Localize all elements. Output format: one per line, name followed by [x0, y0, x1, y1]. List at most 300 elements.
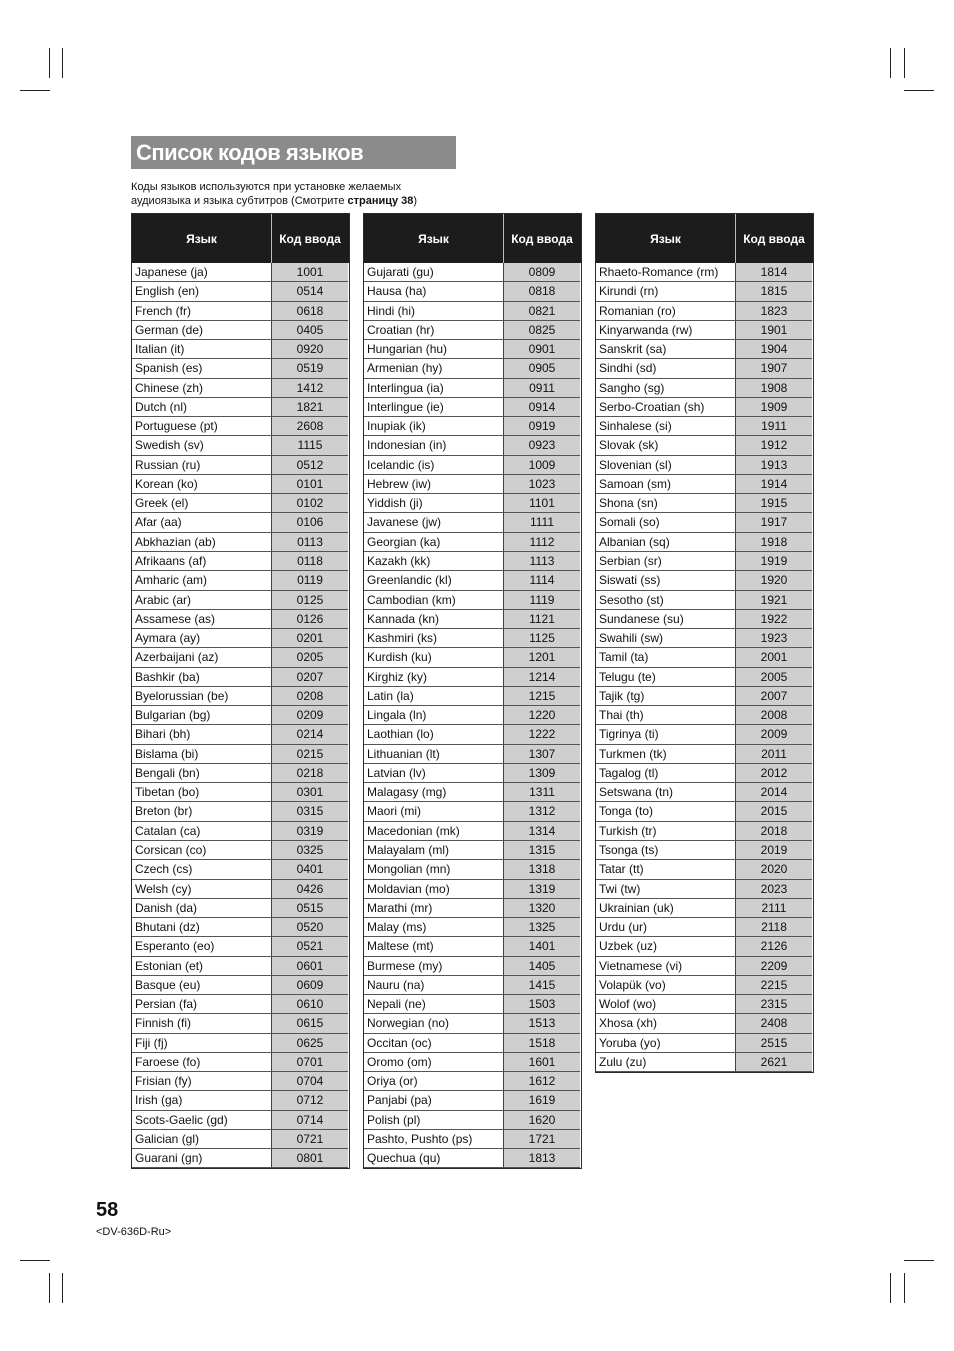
language-code: 0201 — [272, 629, 348, 648]
language-name: Russian (ru) — [132, 456, 272, 475]
language-name: Sangho (sg) — [596, 379, 736, 398]
table-row — [132, 1091, 349, 1110]
language-name: Nauru (na) — [364, 976, 504, 995]
language-name: Danish (da) — [132, 899, 272, 918]
table-row — [132, 456, 349, 475]
language-name: Kirundi (rn) — [596, 282, 736, 301]
language-code: 1919 — [736, 552, 812, 571]
language-code: 1912 — [736, 436, 812, 455]
language-code: 1320 — [504, 899, 580, 918]
language-code: 1913 — [736, 456, 812, 475]
table-row — [364, 1130, 581, 1149]
table-row — [364, 648, 581, 667]
header-language: Язык — [596, 214, 736, 263]
language-code: 1815 — [736, 282, 812, 301]
language-code: 1914 — [736, 475, 812, 494]
language-code: 0901 — [504, 340, 580, 359]
language-code: 0712 — [272, 1091, 348, 1110]
language-name: Uzbek (uz) — [596, 937, 736, 956]
crop-mark — [890, 48, 891, 78]
language-code: 0512 — [272, 456, 348, 475]
table-row — [596, 957, 813, 976]
language-name: Finnish (fi) — [132, 1014, 272, 1033]
language-code: 1920 — [736, 571, 812, 590]
crop-mark — [49, 1273, 50, 1303]
language-name: Swedish (sv) — [132, 436, 272, 455]
table-row — [596, 263, 813, 282]
table-row — [132, 1149, 349, 1168]
language-name: Macedonian (mk) — [364, 822, 504, 841]
language-name: German (de) — [132, 321, 272, 340]
language-name: Guarani (gn) — [132, 1149, 272, 1168]
crop-mark — [62, 1273, 63, 1303]
table-header — [364, 214, 581, 263]
table-rows — [132, 263, 349, 1168]
language-name: Indonesian (in) — [364, 436, 504, 455]
table-row — [132, 379, 349, 398]
intro-line-2 — [131, 194, 417, 208]
table-row — [364, 494, 581, 513]
language-code: 1814 — [736, 263, 812, 282]
language-name: Kannada (kn) — [364, 610, 504, 629]
language-code: 1111 — [504, 513, 580, 532]
language-name: Tagalog (tl) — [596, 764, 736, 783]
language-name: Sinhalese (si) — [596, 417, 736, 436]
table-row — [596, 1014, 813, 1033]
language-name: Siswati (ss) — [596, 571, 736, 590]
language-name: Icelandic (is) — [364, 456, 504, 475]
language-code: 1921 — [736, 591, 812, 610]
language-name: Catalan (ca) — [132, 822, 272, 841]
language-code: 1119 — [504, 591, 580, 610]
table-row — [364, 937, 581, 956]
language-name: Aymara (ay) — [132, 629, 272, 648]
language-name: Slovak (sk) — [596, 436, 736, 455]
language-name: English (en) — [132, 282, 272, 301]
table-row — [132, 706, 349, 725]
language-name: Chinese (zh) — [132, 379, 272, 398]
language-code: 2621 — [736, 1053, 812, 1072]
language-name: Greek (el) — [132, 494, 272, 513]
language-code: 0405 — [272, 321, 348, 340]
language-name: Portuguese (pt) — [132, 417, 272, 436]
language-name: Bengali (bn) — [132, 764, 272, 783]
language-name: Vietnamese (vi) — [596, 957, 736, 976]
language-name: Afar (aa) — [132, 513, 272, 532]
language-name: Oromo (om) — [364, 1053, 504, 1072]
language-name: Tajik (tg) — [596, 687, 736, 706]
language-name: Korean (ko) — [132, 475, 272, 494]
table-row — [132, 513, 349, 532]
language-name: Gujarati (gu) — [364, 263, 504, 282]
table-row — [596, 475, 813, 494]
language-name: Bhutani (dz) — [132, 918, 272, 937]
language-code: 0914 — [504, 398, 580, 417]
table-row — [132, 321, 349, 340]
language-name: Maori (mi) — [364, 802, 504, 821]
table-row — [364, 822, 581, 841]
crop-mark — [890, 1273, 891, 1303]
language-name: Norwegian (no) — [364, 1014, 504, 1033]
language-code: 2001 — [736, 648, 812, 667]
language-code: 1101 — [504, 494, 580, 513]
table-row — [596, 899, 813, 918]
language-name: Fiji (fj) — [132, 1034, 272, 1053]
language-name: Swahili (sw) — [596, 629, 736, 648]
table-row — [364, 591, 581, 610]
table-row — [596, 513, 813, 532]
language-code: 2020 — [736, 860, 812, 879]
language-code: 1319 — [504, 880, 580, 899]
language-name: Frisian (fy) — [132, 1072, 272, 1091]
table-row — [596, 398, 813, 417]
crop-mark — [62, 48, 63, 78]
table-row — [132, 1014, 349, 1033]
language-name: Japanese (ja) — [132, 263, 272, 282]
language-name: Italian (it) — [132, 340, 272, 359]
language-code: 2023 — [736, 880, 812, 899]
language-code: 2111 — [736, 899, 812, 918]
table-row — [364, 1149, 581, 1168]
language-code: 2007 — [736, 687, 812, 706]
table-row — [596, 822, 813, 841]
table-row — [596, 417, 813, 436]
table-row — [596, 648, 813, 667]
table-row — [132, 725, 349, 744]
language-code: 0315 — [272, 802, 348, 821]
table-row — [364, 957, 581, 976]
header-code: Код ввода — [279, 231, 341, 246]
language-code: 1220 — [504, 706, 580, 725]
table-row — [364, 918, 581, 937]
crop-mark — [904, 1273, 905, 1303]
language-code: 0704 — [272, 1072, 348, 1091]
table-row — [596, 456, 813, 475]
language-name: Xhosa (xh) — [596, 1014, 736, 1033]
table-row — [364, 802, 581, 821]
language-name: Occitan (oc) — [364, 1034, 504, 1053]
language-name: Oriya (or) — [364, 1072, 504, 1091]
language-code: 2012 — [736, 764, 812, 783]
table-header — [596, 214, 813, 263]
language-code: 2209 — [736, 957, 812, 976]
table-row — [364, 745, 581, 764]
language-code: 0118 — [272, 552, 348, 571]
table-row — [596, 436, 813, 455]
table-row — [596, 533, 813, 552]
language-code: 0209 — [272, 706, 348, 725]
language-name: Kurdish (ku) — [364, 648, 504, 667]
table-rows — [364, 263, 581, 1168]
table-row — [364, 417, 581, 436]
language-code: 0325 — [272, 841, 348, 860]
language-name: Hausa (ha) — [364, 282, 504, 301]
intro-line-2-end: ) — [413, 195, 418, 207]
table-row — [132, 764, 349, 783]
language-code: 1620 — [504, 1111, 580, 1130]
table-row — [132, 302, 349, 321]
crop-mark — [20, 1260, 50, 1261]
language-name: Georgian (ka) — [364, 533, 504, 552]
table-row — [596, 668, 813, 687]
table-row — [132, 1130, 349, 1149]
table-row — [364, 668, 581, 687]
table-row — [132, 610, 349, 629]
table-row — [596, 571, 813, 590]
language-code: 1214 — [504, 668, 580, 687]
table-row — [132, 571, 349, 590]
table-rows — [596, 263, 813, 1072]
table-row — [132, 995, 349, 1014]
language-code: 0825 — [504, 321, 580, 340]
intro-line-2-text: аудиоязыка и языка субтитров (Смотрите — [131, 195, 348, 207]
table-row — [364, 302, 581, 321]
language-name: Tsonga (ts) — [596, 841, 736, 860]
language-code: 2019 — [736, 841, 812, 860]
language-code: 0809 — [504, 263, 580, 282]
language-code: 0113 — [272, 533, 348, 552]
language-name: Telugu (te) — [596, 668, 736, 687]
language-name: Greenlandic (kl) — [364, 571, 504, 590]
language-code: 1415 — [504, 976, 580, 995]
language-name: Kashmiri (ks) — [364, 629, 504, 648]
language-name: Sanskrit (sa) — [596, 340, 736, 359]
table-row — [596, 860, 813, 879]
language-code: 0119 — [272, 571, 348, 590]
language-code: 1315 — [504, 841, 580, 860]
language-name: Lingala (ln) — [364, 706, 504, 725]
language-name: Hindi (hi) — [364, 302, 504, 321]
language-code: 0426 — [272, 880, 348, 899]
language-name: Quechua (qu) — [364, 1149, 504, 1168]
table-row — [364, 282, 581, 301]
language-name: Turkish (tr) — [596, 822, 736, 841]
language-name: Scots-Gaelic (gd) — [132, 1111, 272, 1130]
language-code: 2126 — [736, 937, 812, 956]
table-row — [364, 533, 581, 552]
table-row — [132, 591, 349, 610]
language-code: 0106 — [272, 513, 348, 532]
language-name: Yiddish (ji) — [364, 494, 504, 513]
language-name: Amharic (am) — [132, 571, 272, 590]
table-row — [132, 668, 349, 687]
table-row — [364, 995, 581, 1014]
language-code: 2014 — [736, 783, 812, 802]
language-code: 2018 — [736, 822, 812, 841]
table-row — [132, 533, 349, 552]
language-name: Twi (tw) — [596, 880, 736, 899]
language-code: 1307 — [504, 745, 580, 764]
table-row — [132, 783, 349, 802]
crop-mark — [904, 1260, 934, 1261]
table-row — [596, 745, 813, 764]
language-code: 0101 — [272, 475, 348, 494]
header-code: Код ввода — [743, 231, 805, 246]
language-name: Czech (cs) — [132, 860, 272, 879]
language-name: Kirghiz (ky) — [364, 668, 504, 687]
language-code: 0205 — [272, 648, 348, 667]
table-row — [132, 937, 349, 956]
language-code: 0818 — [504, 282, 580, 301]
table-row — [132, 340, 349, 359]
language-name: Esperanto (eo) — [132, 937, 272, 956]
table-row — [132, 494, 349, 513]
language-code: 1601 — [504, 1053, 580, 1072]
table-row — [596, 379, 813, 398]
language-name: Croatian (hr) — [364, 321, 504, 340]
language-code: 0126 — [272, 610, 348, 629]
language-code: 2015 — [736, 802, 812, 821]
language-code: 0714 — [272, 1111, 348, 1130]
language-code: 1923 — [736, 629, 812, 648]
language-code: 0610 — [272, 995, 348, 1014]
table-row — [596, 783, 813, 802]
language-code: 0102 — [272, 494, 348, 513]
language-code: 0521 — [272, 937, 348, 956]
language-name: Sundanese (su) — [596, 610, 736, 629]
table-row — [364, 1034, 581, 1053]
crop-mark — [904, 48, 905, 78]
language-code: 0514 — [272, 282, 348, 301]
language-name: Hebrew (iw) — [364, 475, 504, 494]
language-code: 1311 — [504, 783, 580, 802]
table-row — [364, 513, 581, 532]
table-row — [364, 398, 581, 417]
table-row — [364, 321, 581, 340]
language-code: 0920 — [272, 340, 348, 359]
table-row — [132, 1034, 349, 1053]
language-name: Bislama (bi) — [132, 745, 272, 764]
table-row — [132, 359, 349, 378]
language-code: 2608 — [272, 417, 348, 436]
table-row — [596, 725, 813, 744]
table-row — [364, 783, 581, 802]
language-name: Galician (gl) — [132, 1130, 272, 1149]
language-name: Marathi (mr) — [364, 899, 504, 918]
table-row — [596, 340, 813, 359]
language-name: Interlingue (ie) — [364, 398, 504, 417]
language-name: Cambodian (km) — [364, 591, 504, 610]
language-code: 1917 — [736, 513, 812, 532]
table-row — [132, 860, 349, 879]
language-code: 1513 — [504, 1014, 580, 1033]
language-name: Persian (fa) — [132, 995, 272, 1014]
table-row — [132, 957, 349, 976]
table-row — [364, 764, 581, 783]
table-row — [364, 1014, 581, 1033]
table-row — [596, 359, 813, 378]
language-code: 2009 — [736, 725, 812, 744]
table-row — [364, 687, 581, 706]
table-row — [132, 552, 349, 571]
language-code: 0615 — [272, 1014, 348, 1033]
language-name: Urdu (ur) — [596, 918, 736, 937]
language-name: Kinyarwanda (rw) — [596, 321, 736, 340]
model-code: <DV-636D-Ru> — [96, 1226, 172, 1238]
page-number: 58 — [96, 1199, 119, 1221]
language-name: Tonga (to) — [596, 802, 736, 821]
language-table-1 — [131, 213, 350, 1169]
language-name: Turkmen (tk) — [596, 745, 736, 764]
table-row — [364, 571, 581, 590]
table-row — [364, 880, 581, 899]
language-code: 0515 — [272, 899, 348, 918]
table-row — [596, 1034, 813, 1053]
language-name: Basque (eu) — [132, 976, 272, 995]
table-row — [132, 841, 349, 860]
language-code: 1909 — [736, 398, 812, 417]
language-code: 1813 — [504, 1149, 580, 1168]
language-name: Sindhi (sd) — [596, 359, 736, 378]
language-name: Latvian (lv) — [364, 764, 504, 783]
language-name: Thai (th) — [596, 706, 736, 725]
table-row — [596, 918, 813, 937]
table-row — [364, 359, 581, 378]
language-name: Armenian (hy) — [364, 359, 504, 378]
language-code: 1318 — [504, 860, 580, 879]
table-row — [132, 822, 349, 841]
language-code: 0520 — [272, 918, 348, 937]
language-name: Bashkir (ba) — [132, 668, 272, 687]
language-code: 0701 — [272, 1053, 348, 1072]
language-name: Arabic (ar) — [132, 591, 272, 610]
language-name: Bihari (bh) — [132, 725, 272, 744]
language-name: Panjabi (pa) — [364, 1091, 504, 1110]
language-name: Byelorussian (be) — [132, 687, 272, 706]
language-code: 1821 — [272, 398, 348, 417]
table-row — [364, 475, 581, 494]
table-row — [132, 880, 349, 899]
language-name: Mongolian (mn) — [364, 860, 504, 879]
table-row — [364, 1072, 581, 1091]
language-code: 1325 — [504, 918, 580, 937]
language-code: 1612 — [504, 1072, 580, 1091]
table-row — [596, 302, 813, 321]
language-code: 0401 — [272, 860, 348, 879]
language-code: 1401 — [504, 937, 580, 956]
language-name: Albanian (sq) — [596, 533, 736, 552]
language-name: Tamil (ta) — [596, 648, 736, 667]
language-name: French (fr) — [132, 302, 272, 321]
intro-text — [131, 180, 417, 208]
language-name: Hungarian (hu) — [364, 340, 504, 359]
table-row — [132, 417, 349, 436]
language-code: 2011 — [736, 745, 812, 764]
table-row — [596, 1053, 813, 1072]
language-code: 0601 — [272, 957, 348, 976]
language-code: 1312 — [504, 802, 580, 821]
language-name: Ukrainian (uk) — [596, 899, 736, 918]
language-code: 2118 — [736, 918, 812, 937]
table-row — [364, 456, 581, 475]
page-reference: страницу 38 — [347, 195, 414, 207]
table-row — [132, 899, 349, 918]
table-row — [596, 552, 813, 571]
language-code: 1518 — [504, 1034, 580, 1053]
language-name: Laothian (lo) — [364, 725, 504, 744]
language-code: 1023 — [504, 475, 580, 494]
language-name: Azerbaijani (az) — [132, 648, 272, 667]
language-name: Abkhazian (ab) — [132, 533, 272, 552]
table-row — [364, 263, 581, 282]
table-row — [132, 263, 349, 282]
language-code: 0301 — [272, 783, 348, 802]
language-table-2 — [363, 213, 582, 1169]
language-name: Samoan (sm) — [596, 475, 736, 494]
table-row — [132, 918, 349, 937]
table-row — [364, 629, 581, 648]
language-name: Yoruba (yo) — [596, 1034, 736, 1053]
